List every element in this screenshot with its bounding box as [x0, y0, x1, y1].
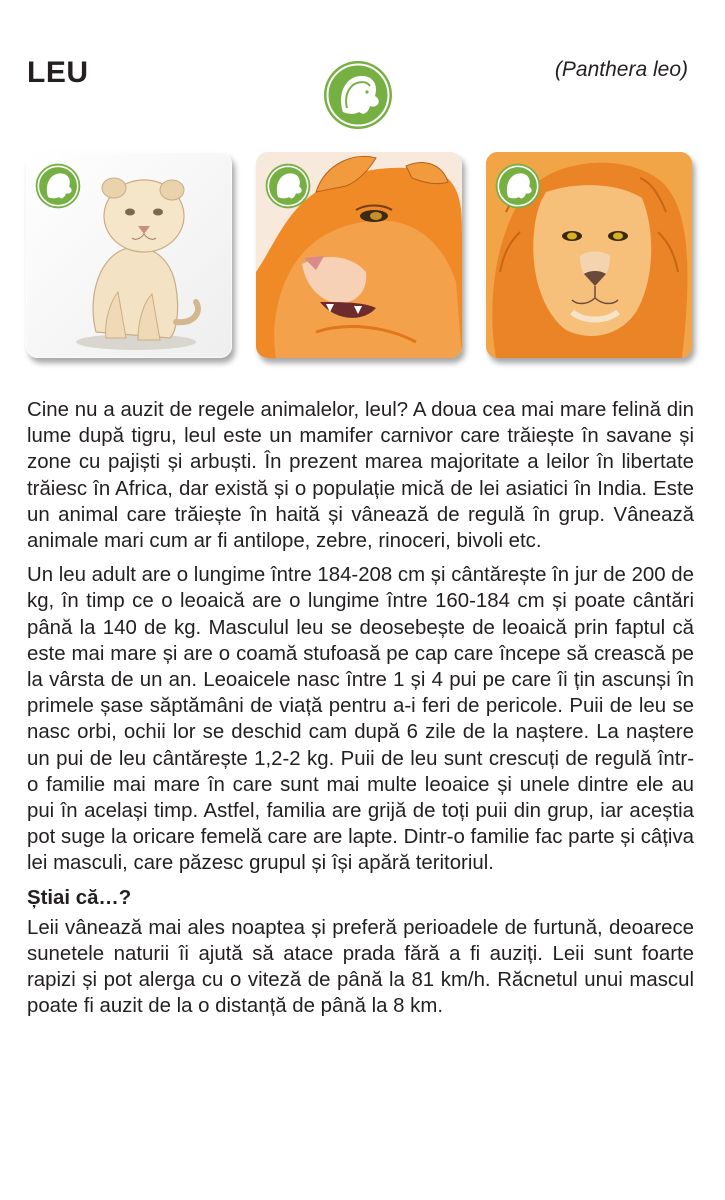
card-lion-cub: [26, 152, 232, 358]
lion-head-icon: [265, 163, 311, 209]
image-cards: [26, 152, 696, 362]
paragraph-intro: Cine nu a auzit de regele animalelor, leul? A doua cea mai mare felină din lume după tigru, leul este un mamifer carnivor care trăiește în savane și zone cu pajiști și arbuști. În prezent marea majoritate a leilor în libertate trăiesc în Africa, dar există și o populație mică de lei asiatici în India. Este un animal care trăiește în haită și vânează de regulă în grup. Vânează animale mari cum ar fi antilope, zebre, rinoceri, bivoli etc.: [27, 399, 694, 553]
lion-head-icon: [495, 163, 541, 209]
article-body: [27, 397, 694, 1027]
page-title: LEU: [27, 56, 89, 89]
paragraph-details: Un leu adult are o lungime între 184-208 cm și cântărește în jur de 200 de kg, în timp ce o leoaică are o lungime între 160-184 cm și poate cântări până la 140 de kg. Masculul leu se deosebește de leoaică prin faptul că este mai mare și are o coamă stufoasă pe cap care începe să crească pe la vârsta de un an. Leoaicele nasc între 1 și 4 pui pe care îi țin ascunși în primele șase săptămâni de viață pentru a-i feri de pericole. Puii de leu se nasc orbi, ochii lor se deschid cam după 6 zile de la naștere. La naștere un pui de leu cântărește 1,2-2 kg. Puii de leu sunt crescuți de regulă într-o familie mai mare în care sunt mai multe leoaice și unele dintre ele au pui în același timp. Astfel, familia are grijă de toți puii din grup, iar aceștia pot suge la oricare femelă care are lapte. Dintr-o familie fac parte și câțiva lei masculi, care păzesc grupul și își apără teritoriul.: [27, 564, 694, 875]
fact-text: Leii vânează mai ales noaptea și preferă perioadele de furtună, deoarece sunetele naturii îi ajută să atace prada fără a fi auziți. Leii sunt foarte rapizi și pot alerga cu o viteză de până la 81 km/h. Răcnetul unui mascul poate fi auzit de la o distanță de până la 8 km.: [27, 916, 694, 1018]
card-male-lion: [486, 152, 692, 358]
lion-head-icon: [35, 163, 81, 209]
card-lioness: [256, 152, 462, 358]
latin-name: (Panthera leo): [554, 58, 688, 81]
fact-heading: Știai că…?: [27, 886, 132, 909]
lion-head-icon: [323, 60, 393, 130]
